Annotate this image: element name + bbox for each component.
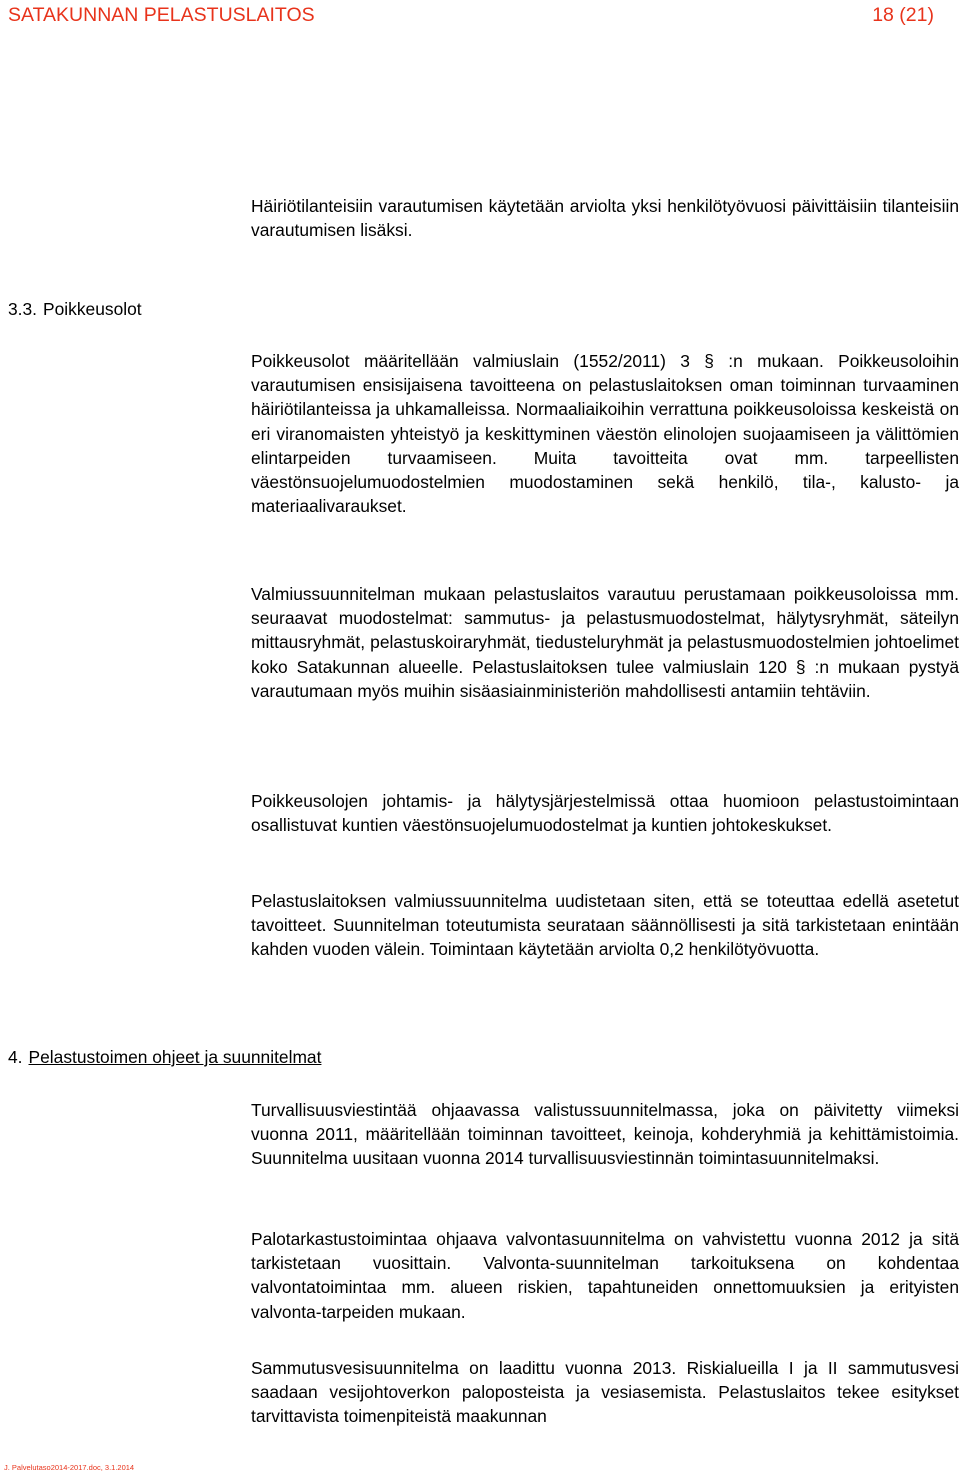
page-number: 18 (21) (872, 4, 934, 26)
section-4-heading (8, 1045, 321, 1069)
section-title: Poikkeusolot (43, 299, 142, 319)
intro-paragraph: Häiriötilanteisiin varautumisen käytetään arviolta yksi henkilötyövuosi päivittäisiin tilanteisiin varautumisen lisäksi. (251, 196, 959, 241)
paragraph: Pelastuslaitoksen valmiussuunnitelma uudistetaan siten, että se toteuttaa edellä asetetut tavoitteet. Suunnitelman toteutumista seurataan säännöllisesti ja sitä tarkistetaan enintään kahden vuoden välein. Toimintaan käytetään arviolta 0,2 henkilötyövuotta. (251, 891, 959, 960)
paragraph: Valmiussuunnitelman mukaan pelastuslaitos varautuu perustamaan poikkeusoloissa mm. seuraavat muodostelmat: sammutus- ja pelastusmuodostelmat, hälytysryhmät, säteilyn mittausryhmät, pelastuskoiraryhmät, tiedusteluryhmät ja pelastusmuodostelmien johtoelimet koko Satakunnan alueelle. Pelastuslaitoksen tulee valmiuslain 120 § :n mukaan pystyä varautumaan myös muihin sisäasiainministeriön mahdollisesti antamiin tehtäviin. (251, 584, 959, 701)
paragraph: Poikkeusolojen johtamis- ja hälytysjärjestelmissä ottaa huomioon pelastustoimintaan osallistuvat kuntien väestönsuojelumuodostelmat ja kuntien johtokeskukset. (251, 791, 959, 836)
paragraph: Poikkeusolot määritellään valmiuslain (1552/2011) 3 § :n mukaan. Poikkeusoloihin varautumisen ensisijaisena tavoitteena on pelastuslaitoksen oman toiminnan turvaaminen häiriötilanteissa ja uhkamalleissa. Normaaliaikoihin verrattuna poikkeusoloissa keskeistä on eri viranomaisten yhteistyö ja keskittyminen väestön elinolojen suojaamiseen ja välittömien elintarpeiden turvaamiseen. Muita tavoitteita ovat mm. tarpeellisten väestönsuojelumuodostelmien muodostaminen sekä henkilö, tila-, kalusto- ja materiaalivaraukset. (251, 351, 959, 517)
section-title: Pelastustoimen ohjeet ja suunnitelmat (28, 1047, 322, 1067)
paragraph: Turvallisuusviestintää ohjaavassa valistussuunnitelmassa, joka on päivitetty viimeksi vuonna 2011, määritellään toiminnan tavoitteet, keinoja, kohderyhmiä ja kehittämistoimia. Suunnitelma uusitaan vuonna 2014 turvallisuusviestinnän toimintasuunnitelmaksi. (251, 1100, 959, 1169)
paragraph: Palotarkastustoimintaa ohjaava valvontasuunnitelma on vahvistettu vuonna 2012 ja sitä tarkistetaan vuosittain. Valvonta-suunnitelman tarkoituksena on kohdentaa valvontatoimintaa mm. alueen riskien, tapahtuneiden onnettomuuksien ja erityisten valvonta-tarpeiden mukaan. (251, 1229, 959, 1322)
section-3-3-heading (8, 297, 142, 321)
paragraph: Sammutusvesisuunnitelma on laadittu vuonna 2013. Riskialueilla I ja II sammutusvesi saadaan vesijohtoverkon paloposteista ja vesiasemista. Pelastuslaitos tekee esitykset tarvittavista toimenpiteistä maakunnan (251, 1358, 959, 1427)
section-number: 4. (8, 1047, 23, 1067)
organization-name: SATAKUNNAN PELASTUSLAITOS (8, 4, 315, 26)
footer-file-info: J. Palvelutaso2014-2017.doc, 3.1.2014 (4, 1463, 135, 1472)
section-number: 3.3. (8, 299, 38, 319)
page-header (8, 4, 934, 30)
